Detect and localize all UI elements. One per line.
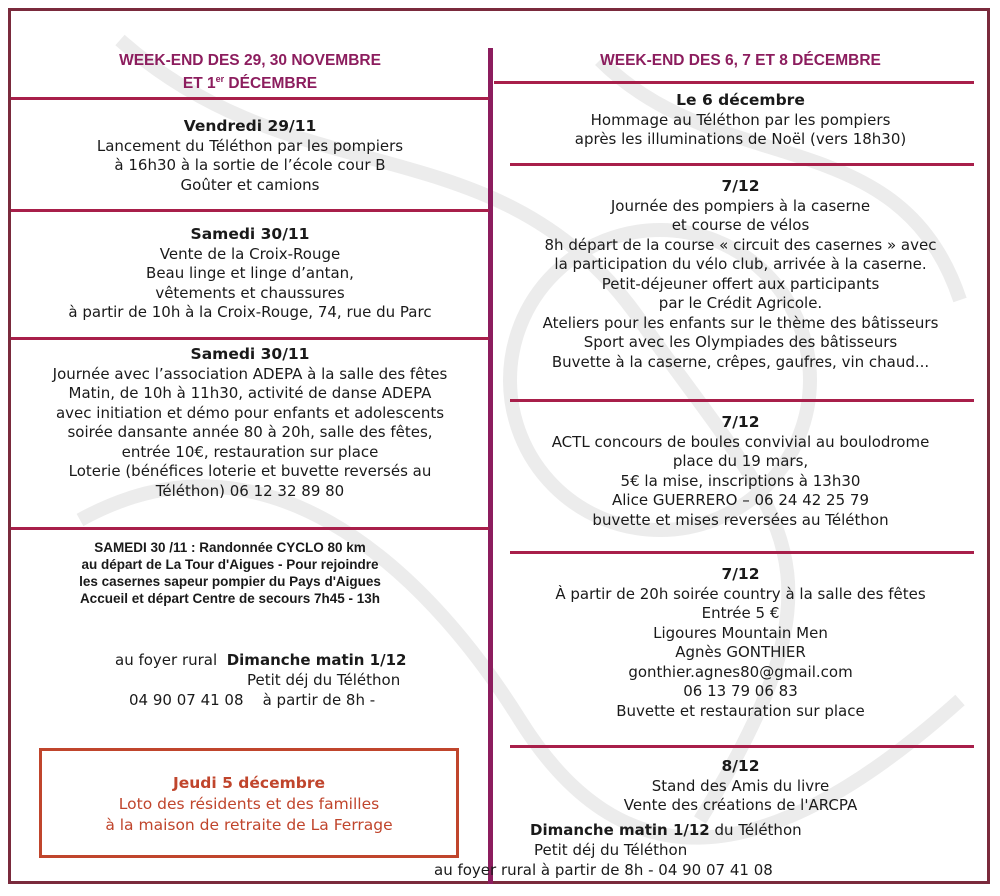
rule	[510, 745, 974, 748]
event-samedi-30-adepa: Samedi 30/11 Journée avec l’association ADEPA à la salle des fêtes Matin, de 10h à 11h30, activité de danse ADEPA avec initiation et démo pour enfants et adolescents soirée dansante année 80 à 20h, salle des fêtes, entrée 10€, restauration sur place Loterie (bénéfices loterie et buvette reversés au Téléthon) 06 12 32 89 80	[52, 345, 448, 500]
tail-line-1: Dimanche matin 1/12 du Téléthon	[530, 821, 802, 839]
foyer-line-1: au foyer rural Dimanche matin 1/12	[115, 651, 407, 669]
event-8-12: 8/12 Stand des Amis du livre Vente des créations de l'ARCPA	[623, 757, 858, 814]
left-title-rule	[11, 97, 489, 100]
rule	[510, 551, 974, 554]
tail-line-3: au foyer rural à partir de 8h - 04 90 07 41 08	[434, 861, 773, 879]
right-week-title: WEEK-END DES 6, 7 ET 8 DÉCEMBRE	[600, 52, 881, 69]
right-title-rule	[494, 81, 974, 84]
event-6-decembre: Le 6 décembre Hommage au Téléthon par les pompiers après les illuminations de Noël (vers 18h30)	[574, 91, 907, 148]
rule	[11, 209, 489, 212]
event-vendredi-29: Vendredi 29/11 Lancement du Téléthon par les pompiers à 16h30 à la sortie de l’école cour B Goûter et camions	[96, 117, 404, 194]
rule	[510, 399, 974, 402]
tail-line-2: Petit déj du Téléthon	[534, 841, 688, 859]
rule	[11, 337, 489, 340]
event-samedi-30-croix-rouge: Samedi 30/11 Vente de la Croix-Rouge Beau linge et linge d’antan, vêtements et chaussures à partir de 10h à la Croix-Rouge, 74, rue du Parc	[68, 225, 432, 321]
left-week-title: WEEK-END DES 29, 30 NOVEMBRE ET 1er DÉCEMBRE	[119, 52, 381, 93]
foyer-line-3: 04 90 07 41 08 à partir de 8h -	[129, 691, 376, 709]
event-7-12-country: 7/12 À partir de 20h soirée country à la salle des fêtes Entrée 5 € Ligoures Mountain Men Agnès GONTHIER gonthier.agnes80@gmail.com 06 13 79 06 83 Buvette et restauration sur place	[555, 565, 926, 720]
event-jeudi-5-box: Jeudi 5 décembre Loto des résidents et des familles à la maison de retraite de La Ferrage	[39, 748, 459, 858]
event-7-12-pompiers: 7/12 Journée des pompiers à la caserne et course de vélos 8h départ de la course « circuit des casernes » avec la participation du vélo club, arrivée à la caserne. Petit-déjeuner offert aux participants par le Crédit Agricole. Ateliers pour les enfants sur le thème des bâtisseurs Sport avec les Olympiades des bâtisseurs Buvette à la caserne, crêpes, gaufres, vin chaud...	[542, 177, 939, 371]
rule	[11, 527, 489, 530]
event-7-12-boules: 7/12 ACTL concours de boules convivial au boulodrome place du 19 mars, 5€ la mise, inscriptions à 13h30 Alice GUERRERO – 06 24 42 25 79 buvette et mises reversées au Téléthon	[551, 413, 930, 529]
rule	[510, 163, 974, 166]
foyer-line-2: Petit déj du Téléthon	[247, 671, 401, 689]
event-randonnee-cyclo: SAMEDI 30 /11 : Randonnée CYCLO 80 km au départ de La Tour d'Aigues - Pour rejoindre les casernes sapeur pompier du Pays d'Aigues Accueil et départ Centre de secours 7h45 - 13h	[79, 540, 381, 606]
